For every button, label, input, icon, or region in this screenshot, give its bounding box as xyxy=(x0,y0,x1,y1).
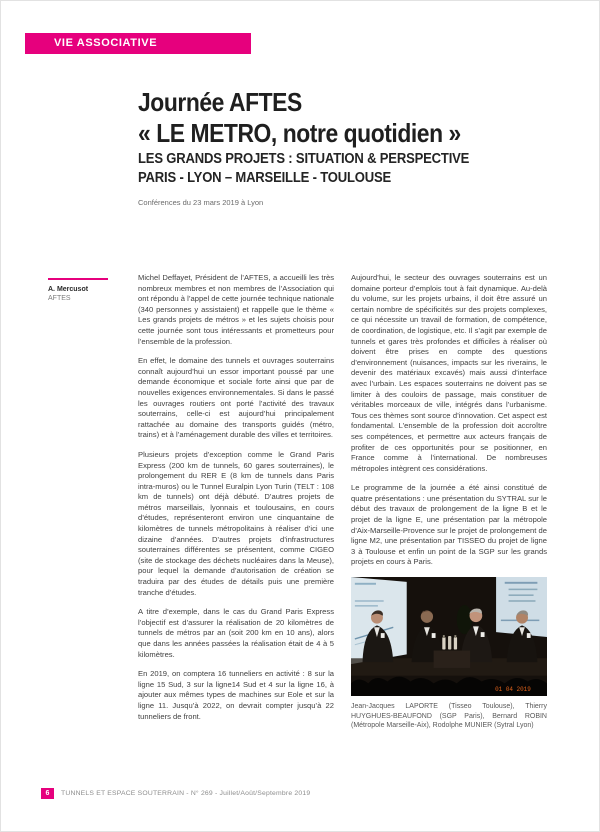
photo-caption: Jean-Jacques LAPORTE (Tisseo Toulouse), Thierry HUYGHUES-BEAUFOND (SGP Paris), Bernard ROBIN (Métropole Marseille-Aix), Rodolphe MUNIER (Sytral Lyon) xyxy=(351,703,547,730)
paragraph: En effet, le domaine des tunnels et ouvrages souterrains connaît aujourd’hui un essor important poussé par une demande économique et sociale forte ainsi que par de nouvelles exigences environnementales. Si dans le passé les ouvrages routiers ont porté l’activité des travaux souterrains, celle-ci est aujourd’hui principalement rattachée au domaine des transports guidés (métro, trains) et à l’aménagement durable des villes et territoires. xyxy=(138,356,334,440)
author-divider xyxy=(48,278,108,280)
paragraph: A titre d’exemple, dans le cas du Grand Paris Express l’objectif est d’assurer la réalisation de 20 kilomètres de tunnels de métros par an (soit 200 km en 10 ans), alors que dans les années passées la réalisation était de 4 à 5 kilomètres. xyxy=(138,607,334,659)
article-title-line1: Journée AFTES xyxy=(138,87,302,117)
conference-photo-image xyxy=(351,577,547,696)
journal-footer-line: TUNNELS ET ESPACE SOUTERRAIN - N° 269 - Juillet/Août/Septembre 2019 xyxy=(61,790,311,797)
article-title-line2: « LE METRO, notre quotidien » xyxy=(138,118,461,148)
article-column-right xyxy=(351,273,547,731)
camera-timestamp: 01 04 2019 xyxy=(495,686,531,694)
event-info: Conférences du 23 mars 2019 à Lyon xyxy=(138,198,264,207)
author-block xyxy=(48,278,134,303)
author-name: A. Mercusot xyxy=(48,286,89,293)
paragraph: Michel Deffayet, Président de l’AFTES, a accueilli les très nombreux membres et non membres de l’Association qui ont répondu à l’appel de cette journée technique nationale (340 personnes y assistaient) et rappelle que le thème « Les grands projets de métros » et les sujets choisis pour cette journée sont tous intéressants et prometteurs pour l’ensemble de la profession. xyxy=(138,273,334,346)
page-footer xyxy=(41,788,310,799)
paragraph: Le programme de la journée a été ainsi constitué de quatre présentations : une présentation du SYTRAL sur le début des travaux de prolongement de la ligne B et le projet de la ligne E, une présentation par la métropole d’Aix-Marseille-Provence sur le projet de prolongement de ligne M2, une présentation par TISSEO du projet de ligne 3 à Toulouse et enfin un point de la SGP sur les grands projets en cours à Paris. xyxy=(351,483,547,567)
article-column-left xyxy=(138,273,334,731)
conference-photo xyxy=(351,577,547,696)
article-subtitle-line2: PARIS - LYON – MARSEILLE - TOULOUSE xyxy=(138,170,392,186)
article-header xyxy=(138,87,558,207)
section-banner: VIE ASSOCIATIVE xyxy=(25,33,251,54)
paragraph: En 2019, on comptera 16 tunneliers en activité : 8 sur la ligne 15 Sud, 3 sur la ligne14 Sud et 4 sur la ligne 16, à ajouter aux mêmes types de machines sur Eole et sur la ligne 11. Jusqu’à 2022, on devrait compter jusqu’à 22 tunneliers de front. xyxy=(138,669,334,721)
paragraph: Plusieurs projets d’exception comme le Grand Paris Express (200 km de tunnels, 60 gares souterraines), le prolongement du RER E (8 km de tunnels dans Paris intra-muros) ou le Tunnel Euralpin Lyon Turin (TELT : 108 km de tunnels) ont déjà débuté. D’autres projets de métros marseillais, lyonnais et toulousains, en cours d’études, représenteront environ une cinquantaine de kilomètres de tunnels métropolitains à réaliser d’ici une dizaine d’années. D’autres projets d’infrastructures souterraines différentes se présentent, comme CIGEO (site de stockage des déchets nucléaires dans la Meuse), pour lequel la demande d’autorisation de création se traduira par des études de détails puis une première tranche d’études. xyxy=(138,449,334,597)
paragraph: Aujourd’hui, le secteur des ouvrages souterrains est un domaine porteur d’emplois tout à fait dynamique. Au-delà du volume, sur les projets urbains, il doit être assuré un certain nombre de spécificités sur des projets complexes, ce qui nécessite un travail de formation, de compétence, de coordination, de logistique, etc. Il s’agit par exemple de tunnels et gares très profondes et difficiles à réaliser où doivent être prises en compte des questions d’environnement (nuisances, impacts sur les riverains, le devenir des matériaux excavés) mais aussi d’interface avec l’urbain. Les espaces souterrains ne doivent pas se limiter à des couloirs de passage, mais constituer de véritables morceaux de ville, intégrés dans l’urbanisme. Tous ces thèmes sont source d’innovation. Cet aspect est fondamental. L’ensemble de la profession doit accroître ses compétences, et permettre aux acteurs français de profiter de ces opportunités pour se positionner, en France comme à l’international. De nombreuses métropoles intègrent ces considérations. xyxy=(351,273,547,473)
article-subtitle-line1: LES GRANDS PROJETS : SITUATION & PERSPECTIVE xyxy=(138,151,470,167)
author-organization: AFTES xyxy=(48,295,71,302)
page-number-badge: 6 xyxy=(41,788,54,799)
